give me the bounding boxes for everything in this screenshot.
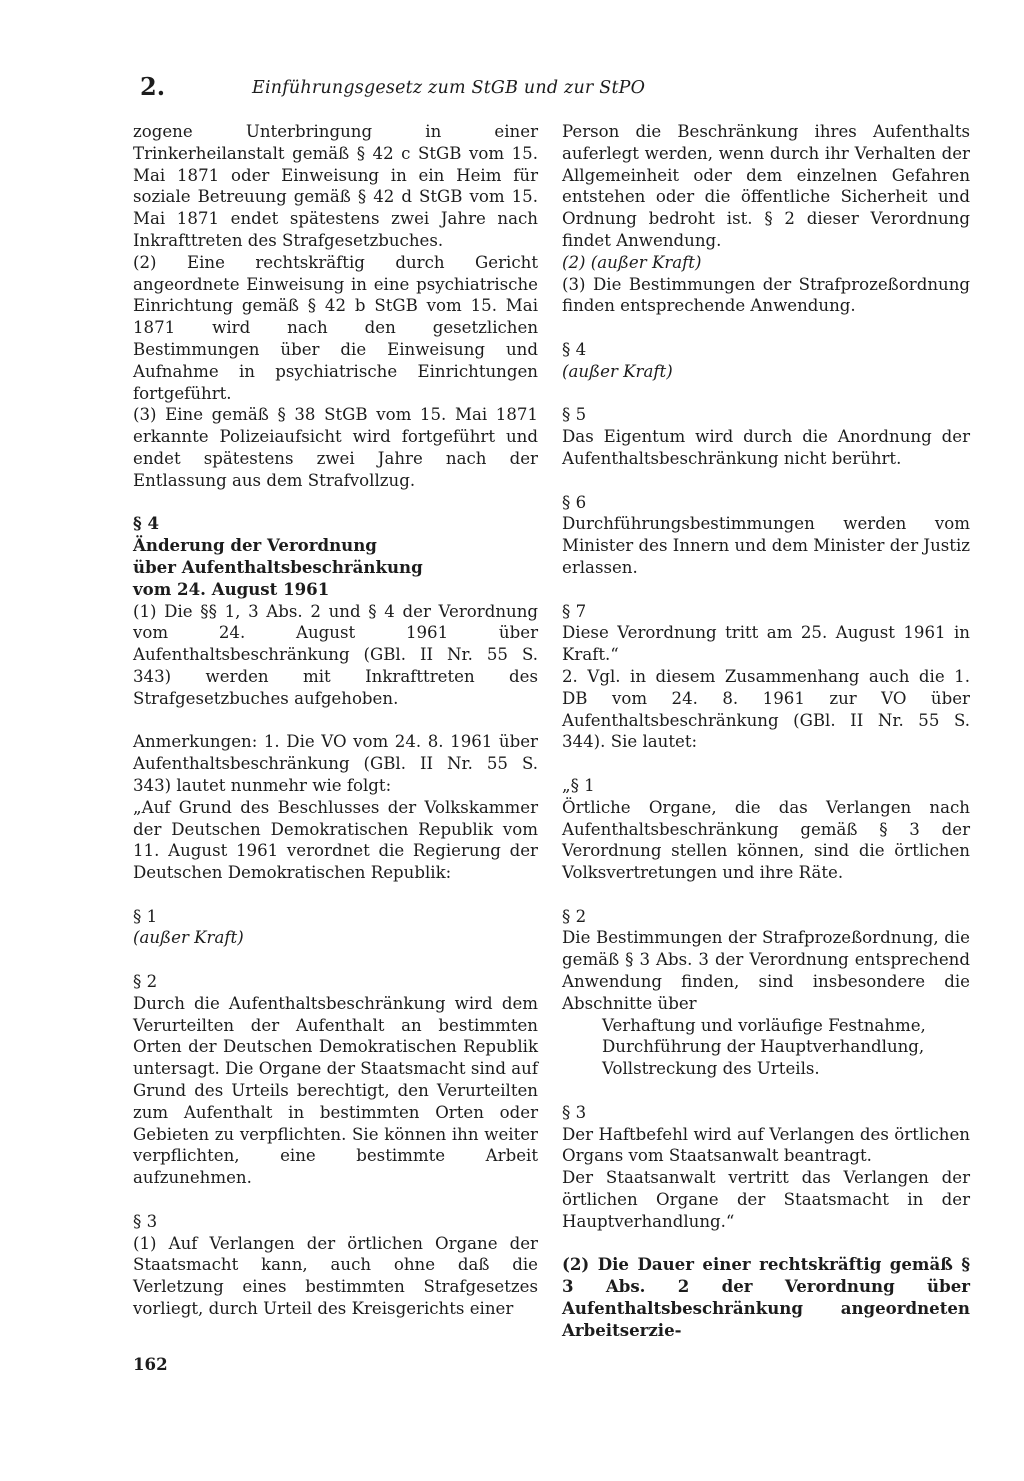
paragraph: (1) Auf Verlangen der örtlichen Organe der Staatsmacht kann, auch ohne daß die Verletzung eines bestimmten Strafgesetzes vorliegt, durch Urteil des Kreisgerichts einer bbox=[133, 1233, 538, 1319]
page-number: 162 bbox=[133, 1354, 168, 1374]
section-number: § 2 bbox=[562, 906, 587, 926]
paragraph: (außer Kraft) bbox=[133, 928, 244, 948]
paragraph: Diese Verordnung tritt am 25. August 1961 in Kraft.“ bbox=[562, 623, 970, 665]
left-column bbox=[133, 121, 538, 1320]
paragraph: (3) Eine gemäß § 38 StGB vom 15. Mai 1871 erkannte Polizeiaufsicht wird fortgeführt und endet spätestens zwei Jahre nach der Entlassung aus dem Strafvollzug. bbox=[133, 405, 538, 490]
section-title: Änderung der Verordnung bbox=[133, 535, 377, 556]
paragraph: Person die Beschränkung ihres Aufenthalts auferlegt werden, wenn durch ihr Verhalten der Allgemeinheit oder dem einzelnen Gefahren entstehen oder die öffentliche Sicherheit und Ordnung bedroht ist. § 2 dieser Verordnung findet Anwendung. bbox=[562, 122, 970, 250]
paragraph: (1) Die §§ 1, 3 Abs. 2 und § 4 der Verordnung vom 24. August 1961 über Aufenthaltsbeschränkung (GBl. II Nr. 55 S. 343) werden mit Inkrafttreten des Strafgesetzbuches aufgehoben. bbox=[133, 601, 538, 708]
section-number: § 3 bbox=[562, 1102, 587, 1122]
chapter-number: 2. bbox=[140, 72, 166, 101]
paragraph: zogene Unterbringung in einer Trinkerheilanstalt gemäß § 42 c StGB vom 15. Mai 1871 oder Einweisung in ein Heim für soziale Betreuung gemäß § 42 d StGB vom 15. Mai 1871 endet spätestens zwei Jahre nach Inkrafttreten des Strafgesetzbuches. bbox=[133, 122, 538, 250]
running-title: Einführungsgesetz zum StGB und zur StPO bbox=[252, 78, 646, 98]
section-number: „§ 1 bbox=[562, 775, 595, 795]
annotation: 2. Vgl. in diesem Zusammenhang auch die 1. DB vom 24. 8. 1961 zur VO über Aufenthaltsbeschränkung (GBl. II Nr. 55 S. 344). Sie lautet: bbox=[562, 666, 970, 752]
section-number: § 5 bbox=[562, 405, 587, 425]
page-header bbox=[132, 72, 972, 108]
paragraph: (außer Kraft) bbox=[562, 361, 673, 381]
paragraph: Das Eigentum wird durch die Anordnung der Aufenthaltsbeschränkung nicht berührt. bbox=[562, 427, 970, 468]
list-item: Vollstreckung des Urteils. bbox=[602, 1059, 820, 1079]
section-number: § 1 bbox=[133, 906, 158, 926]
paragraph: (2) (außer Kraft) bbox=[562, 252, 702, 272]
section-number: § 4 bbox=[133, 513, 160, 534]
paragraph: Durchführungsbestimmungen werden vom Minister des Innern und dem Minister der Justiz erlassen. bbox=[562, 514, 970, 577]
section-number: § 3 bbox=[133, 1211, 158, 1231]
paragraph: Durch die Aufenthaltsbeschränkung wird dem Verurteilten der Aufenthalt an bestimmten Orten der Deutschen Demokratischen Republik untersagt. Die Organe der Staatsmacht sind auf Grund des Urteils berechtigt, den Verurteilten zum Aufenthalt in bestimmten Orten oder Gebieten zu verpflichten. Sie können ihn weiter verpflichten, eine bestimmte Arbeit aufzunehmen. bbox=[133, 993, 538, 1188]
paragraph: (2) Eine rechtskräftig durch Gericht angeordnete Einweisung in eine psychiatrische Einrichtung gemäß § 42 b StGB vom 15. Mai 1871 wird nach den gesetzlichen Bestimmungen über die Einweisung und Aufnahme in psychiatrische Einrichtungen fortgeführt. bbox=[133, 252, 538, 403]
section-number: § 6 bbox=[562, 492, 587, 512]
paragraph: (2) Die Dauer einer rechtskräftig gemäß § 3 Abs. 2 der Verordnung über Aufenthaltsbeschränkung angeordneten Arbeitserzie- bbox=[562, 1254, 970, 1340]
annotation: Anmerkungen: 1. Die VO vom 24. 8. 1961 über Aufenthaltsbeschränkung (GBl. II Nr. 55 S. 343) lautet nunmehr wie folgt: bbox=[133, 732, 538, 795]
list-item: Verhaftung und vorläufige Festnahme, bbox=[602, 1015, 926, 1035]
section-number: § 2 bbox=[133, 972, 158, 992]
paragraph: Örtliche Organe, die das Verlangen nach Aufenthaltsbeschränkung gemäß § 3 der Verordnung stellen können, sind die örtlichen Volksvertretungen und ihre Räte. bbox=[562, 797, 970, 883]
section-title: über Aufenthaltsbeschränkung bbox=[133, 556, 423, 577]
paragraph: Der Haftbefehl wird auf Verlangen des örtlichen Organs vom Staatsanwalt beantragt. bbox=[562, 1124, 970, 1166]
paragraph: (3) Die Bestimmungen der Strafprozeßordnung finden entsprechende Anwendung. bbox=[562, 274, 970, 316]
section-number: § 7 bbox=[562, 601, 587, 621]
section-number: § 4 bbox=[562, 339, 587, 359]
section-title: vom 24. August 1961 bbox=[133, 578, 330, 599]
paragraph: Der Staatsanwalt vertritt das Verlangen der örtlichen Organe der Staatsmacht in der Hauptverhandlung.“ bbox=[562, 1168, 970, 1231]
quoted-preamble: „Auf Grund des Beschlusses der Volkskammer der Deutschen Demokratischen Republik vom 11. August 1961 verordnet die Regierung der Deutschen Demokratischen Republik: bbox=[133, 797, 538, 883]
list-item: Durchführung der Hauptverhandlung, bbox=[602, 1037, 925, 1057]
right-column bbox=[562, 121, 970, 1342]
paragraph: Die Bestimmungen der Strafprozeßordnung, die gemäß § 3 Abs. 3 der Verordnung entsprechend Anwendung finden, sind insbesondere die Abschnitte über bbox=[562, 928, 970, 1013]
